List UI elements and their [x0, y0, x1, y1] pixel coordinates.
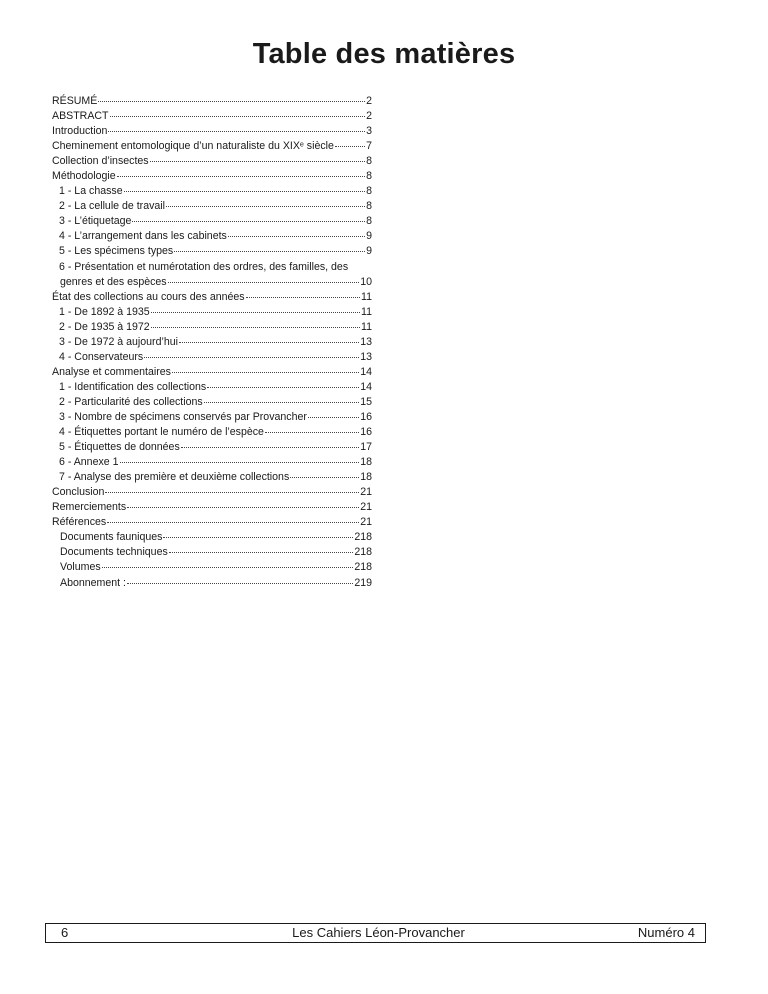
toc-entry-page: 8	[366, 170, 372, 183]
toc-entry-page: 8	[366, 215, 372, 228]
toc-entry	[52, 260, 372, 275]
toc-entry-page: 15	[360, 395, 372, 408]
toc-entry	[52, 275, 372, 290]
toc-entry-title: 4 - L’arrangement dans les cabinets	[59, 230, 227, 243]
toc-entry-title: Cheminement entomologique d’un naturaliste du XIXᵉ siècle	[52, 140, 334, 153]
toc-entry-page: 7	[366, 140, 372, 153]
toc-entry-title: 6 - Présentation et numérotation des ordres, des familles, des	[59, 260, 349, 273]
toc-entry-title: Volumes	[60, 561, 101, 574]
toc-entry-title: Introduction	[52, 125, 108, 138]
toc-dot-leader	[150, 160, 366, 162]
toc-entry-title: Documents fauniques	[60, 531, 163, 544]
toc-entry-title: 2 - Particularité des collections	[59, 395, 203, 408]
toc-entry	[52, 470, 372, 485]
toc-entry-title: 3 - L’étiquetage	[59, 215, 132, 228]
toc-entry	[52, 350, 372, 365]
toc-entry-page: 18	[360, 471, 372, 484]
toc-entry-page: 13	[360, 350, 372, 363]
toc-entry-page: 21	[360, 486, 372, 499]
toc-entry-title: 6 - Annexe 1	[59, 456, 119, 469]
toc-dot-leader	[166, 205, 365, 207]
toc-entry	[52, 485, 372, 500]
toc-entry-title: Remerciements	[52, 501, 127, 514]
toc-entry-title: État des collections au cours des années	[52, 290, 245, 303]
footer-journal-title: Les Cahiers Léon-Provancher	[292, 925, 465, 940]
toc-dot-leader	[105, 491, 359, 493]
toc-entry-title: 1 - Identification des collections	[59, 380, 207, 393]
toc-entry-title: 1 - La chasse	[59, 185, 123, 198]
toc-entry-page: 16	[360, 410, 372, 423]
toc-entry-page: 9	[366, 230, 372, 243]
toc-entry-page: 8	[366, 155, 372, 168]
toc-entry-page: 8	[366, 200, 372, 213]
toc-entry-title: 3 - De 1972 à aujourd’hui	[59, 335, 178, 348]
toc-entry	[52, 109, 372, 124]
toc-entry	[52, 305, 372, 320]
toc-entry	[52, 440, 372, 455]
toc-entry	[52, 169, 372, 184]
toc-dot-leader	[127, 506, 359, 508]
toc-entry-page: 14	[360, 380, 372, 393]
toc-dot-leader	[168, 281, 360, 283]
toc-entry-page: 18	[360, 456, 372, 469]
toc-entry-title: Références	[52, 516, 107, 529]
toc-entry	[52, 410, 372, 425]
toc-dot-leader	[335, 145, 365, 147]
toc-entry	[52, 425, 372, 440]
toc-entry	[52, 515, 372, 530]
toc-entry-title: RÉSUMÉ	[52, 95, 98, 107]
toc-entry-title: 7 - Analyse des première et deuxième collections	[59, 471, 290, 484]
toc-entry-page: 13	[360, 335, 372, 348]
toc-entry-title: Méthodologie	[52, 170, 116, 183]
toc-dot-leader	[151, 311, 360, 313]
toc-entry-page: 21	[360, 501, 372, 514]
toc-entry-page: 11	[361, 305, 372, 318]
toc-entry-title: genres et des espèces	[60, 275, 167, 288]
toc-entry-title: 2 - La cellule de travail	[59, 200, 165, 213]
toc-dot-leader	[107, 521, 359, 523]
toc-entry-page: 3	[366, 125, 372, 138]
toc-dot-leader	[110, 115, 366, 117]
toc-entry	[52, 560, 372, 575]
toc-entry-page: 17	[360, 441, 372, 454]
toc-entry	[52, 229, 372, 244]
page-footer	[45, 923, 706, 943]
toc-entry	[52, 184, 372, 199]
toc-dot-leader	[102, 566, 354, 568]
toc-entry-title: 3 - Nombre de spécimens conservés par Provancher	[59, 410, 307, 423]
toc-entry	[52, 139, 372, 154]
toc-dot-leader	[144, 356, 359, 358]
toc-entry-page: 21	[360, 516, 372, 529]
toc-dot-leader	[108, 130, 365, 132]
toc-entry	[52, 199, 372, 214]
toc-dot-leader	[172, 371, 359, 373]
toc-entry	[52, 576, 372, 591]
toc-entry	[52, 94, 372, 109]
toc-entry-title: ABSTRACT	[52, 110, 109, 123]
toc-entry	[52, 530, 372, 545]
toc-entry-page: 218	[354, 531, 372, 544]
toc-entry-title: Analyse et commentaires	[52, 365, 171, 378]
toc-entry-page: 218	[354, 561, 372, 574]
toc-dot-leader	[127, 582, 353, 584]
page-title: Table des matières	[252, 38, 516, 70]
toc-dot-leader	[179, 341, 359, 343]
toc-entry-page: 8	[366, 185, 372, 198]
toc-dot-leader	[124, 190, 365, 192]
toc-dot-leader	[132, 220, 365, 222]
toc-entry-title: 2 - De 1935 à 1972	[59, 320, 150, 333]
footer-page-number: 6	[61, 925, 69, 940]
toc-entry	[52, 244, 372, 259]
toc-entry-title: Conclusion	[52, 486, 105, 499]
toc-entry	[52, 335, 372, 350]
toc-entry	[52, 365, 372, 380]
toc-dot-leader	[151, 326, 360, 328]
toc-entry	[52, 500, 372, 515]
toc-entry-title: 4 - Étiquettes portant le numéro de l’espèce	[59, 426, 264, 439]
toc-entry-title: 5 - Les spécimens types	[59, 245, 174, 258]
toc-entry-page: 11	[361, 320, 372, 333]
toc-entry-page: 11	[361, 290, 372, 303]
toc-entry-title: Abonnement :	[60, 576, 126, 589]
toc-dot-leader	[169, 551, 354, 553]
toc-entry	[52, 214, 372, 229]
toc-entry-page: 218	[354, 546, 372, 559]
toc-entry-title: 4 - Conservateurs	[59, 350, 144, 363]
toc-entry-page: 9	[366, 245, 372, 258]
toc-entry-page: 16	[360, 426, 372, 439]
toc-entry	[52, 290, 372, 305]
toc-dot-leader	[174, 250, 365, 252]
toc-entry-title: Collection d’insectes	[52, 155, 149, 168]
toc-entry	[52, 380, 372, 395]
toc-entry	[52, 455, 372, 470]
toc-entry	[52, 545, 372, 560]
toc-dot-leader	[117, 175, 365, 177]
toc-entry	[52, 320, 372, 335]
toc-dot-leader	[120, 461, 360, 463]
toc-dot-leader	[290, 476, 359, 478]
toc-entry	[52, 154, 372, 169]
toc-entry-page: 2	[366, 95, 372, 107]
toc-dot-leader	[265, 431, 359, 433]
toc-dot-leader	[246, 296, 360, 298]
toc-dot-leader	[228, 235, 365, 237]
toc-dot-leader	[163, 536, 353, 538]
toc-entry-title: 5 - Étiquettes de données	[59, 441, 180, 454]
toc-dot-leader	[98, 100, 365, 102]
toc-entry-page: 10	[360, 275, 372, 288]
toc-entry-page: 2	[366, 110, 372, 123]
toc-entry-title: Documents techniques	[60, 546, 168, 559]
toc-dot-leader	[204, 401, 360, 403]
table-of-contents	[52, 94, 372, 591]
toc-entry-page: 219	[354, 576, 372, 589]
toc-entry-title: 1 - De 1892 à 1935	[59, 305, 150, 318]
toc-dot-leader	[308, 416, 359, 418]
footer-issue-number: Numéro 4	[637, 925, 695, 940]
toc-entry	[52, 124, 372, 139]
toc-dot-leader	[207, 386, 359, 388]
toc-dot-leader	[181, 446, 359, 448]
toc-entry	[52, 395, 372, 410]
toc-entry-page: 14	[360, 365, 372, 378]
